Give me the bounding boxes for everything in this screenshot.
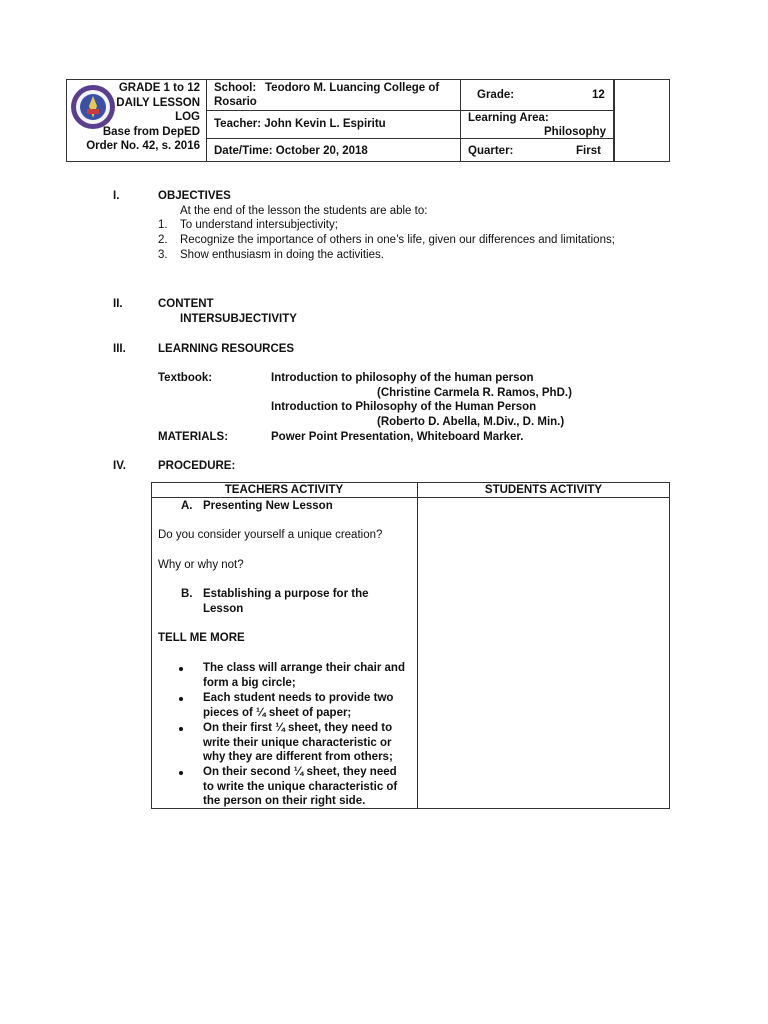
quarter-label: Quarter: <box>468 145 514 157</box>
school-value: Teodoro M. Luancing College of <box>265 82 440 94</box>
bullet-text: Each student needs to provide two <box>203 692 394 704</box>
bullet-icon <box>179 697 183 701</box>
teachers-activity-header: TEACHERS ACTIVITY <box>224 484 344 496</box>
textbook-title: Introduction to Philosophy of the Human Person <box>271 401 537 413</box>
bullet-text: On their second ¼ sheet, they need <box>203 766 397 778</box>
section-number: III. <box>113 343 126 355</box>
learning-area-label: Learning Area: <box>468 112 549 124</box>
header-left-line: DAILY LESSON <box>116 96 200 109</box>
textbook-label: Textbook: <box>158 372 213 384</box>
teacher-field: Teacher: John Kevin L. Espiritu <box>214 118 386 130</box>
step-letter: A. <box>181 500 193 512</box>
bullet-icon <box>179 727 183 731</box>
bullet-icon <box>179 667 183 671</box>
quarter-value: First <box>576 145 601 157</box>
grade-label: Grade: <box>477 89 515 101</box>
bullet-text: why they are different from others; <box>203 751 393 763</box>
header-right-box <box>614 79 670 162</box>
bullet-text: On their first ¼ sheet, they need to <box>203 722 393 734</box>
students-activity-header: STUDENTS ACTIVITY <box>484 484 603 496</box>
objective-item: Recognize the importance of others in one’s life, given our differences and limitations; <box>180 234 615 246</box>
header-left-line: Order No. 42, s. 2016 <box>86 140 200 152</box>
activity-title: TELL ME MORE <box>158 632 245 644</box>
bullet-text: form a big circle; <box>203 677 296 689</box>
bullet-text: The class will arrange their chair and <box>203 662 405 674</box>
objective-item: Show enthusiasm in doing the activities. <box>180 249 384 261</box>
table-divider <box>151 497 670 498</box>
objectives-intro: At the end of the lesson the students are able to: <box>180 205 428 217</box>
header-divider <box>206 110 614 111</box>
header-left-line: LOG <box>175 111 200 123</box>
school-value-cont: Rosario <box>214 96 257 108</box>
objective-number: 1. <box>158 219 168 231</box>
header-left-line: Base from DepED <box>102 125 200 138</box>
objective-item: To understand intersubjectivity; <box>180 219 338 231</box>
section-number: IV. <box>113 460 127 472</box>
objective-number: 3. <box>158 249 168 261</box>
step-title-cont: Lesson <box>203 603 244 615</box>
step-title: Presenting New Lesson <box>203 500 333 512</box>
step-letter: B. <box>181 588 193 600</box>
step-title: Establishing a purpose for the <box>203 588 369 600</box>
table-divider <box>417 482 418 809</box>
learning-area-value: Philosophy <box>544 126 606 138</box>
question-text: Why or why not? <box>158 559 244 571</box>
textbook-title: Introduction to philosophy of the human person <box>271 372 534 384</box>
objective-number: 2. <box>158 234 168 246</box>
content-topic: INTERSUBJECTIVITY <box>180 313 297 325</box>
section-number: II. <box>113 298 123 310</box>
bullet-text: to write the unique characteristic of <box>203 781 398 793</box>
header-divider <box>206 79 207 162</box>
header-left-line: GRADE 1 to 12 <box>118 82 200 94</box>
school-label: School: <box>214 82 257 94</box>
bullet-text: the person on their right side. <box>203 795 366 807</box>
materials-label: MATERIALS: <box>158 431 229 443</box>
textbook-author: (Christine Carmela R. Ramos, PhD.) <box>377 387 572 399</box>
datetime-field: Date/Time: October 20, 2018 <box>214 145 368 157</box>
section-number: I. <box>113 190 120 202</box>
procedure-heading: PROCEDURE: <box>158 460 236 472</box>
bullet-icon <box>179 771 183 775</box>
grade-value: 12 <box>592 89 605 101</box>
bullet-text: write their unique characteristic or <box>203 737 392 749</box>
objectives-heading: OBJECTIVES <box>158 190 231 202</box>
textbook-author: (Roberto D. Abella, M.Div., D. Min.) <box>377 416 565 428</box>
content-heading: CONTENT <box>158 298 214 310</box>
question-text: Do you consider yourself a unique creation? <box>158 529 383 541</box>
bullet-text: pieces of ¼ sheet of paper; <box>203 707 352 719</box>
resources-heading: LEARNING RESOURCES <box>158 343 295 355</box>
materials-value: Power Point Presentation, Whiteboard Marker. <box>271 431 524 443</box>
header-divider <box>460 79 461 162</box>
header-left-block <box>72 81 200 154</box>
